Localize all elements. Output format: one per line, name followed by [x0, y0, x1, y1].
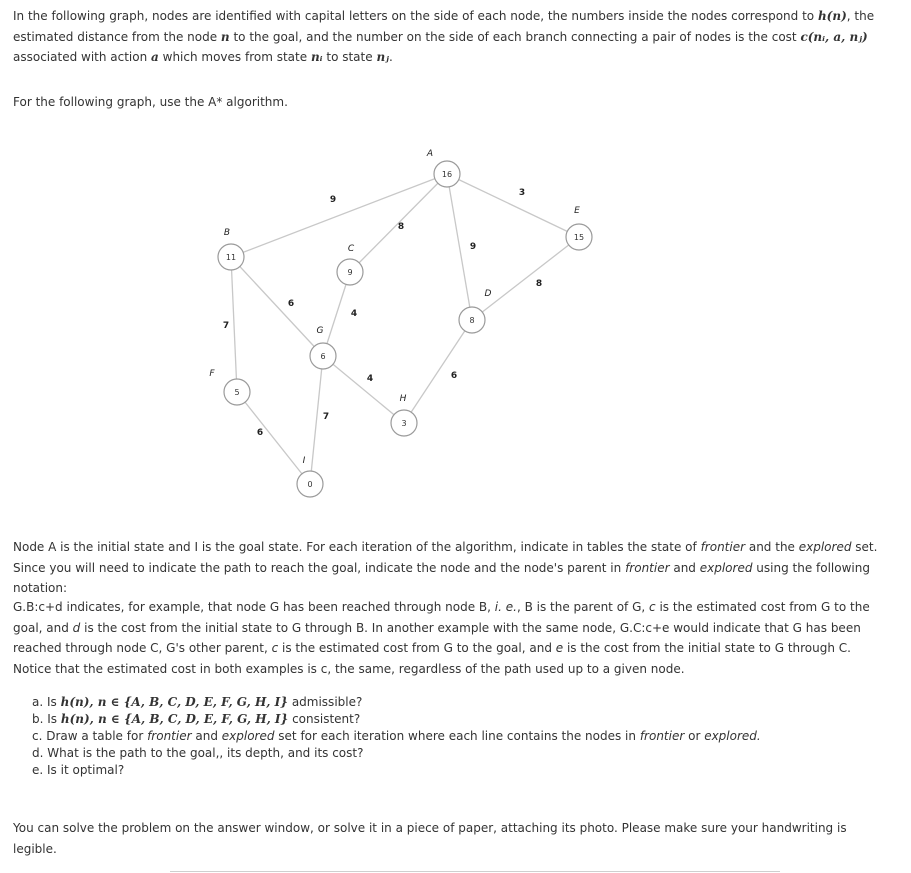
- intro-text: to state: [322, 50, 377, 64]
- explored-term: explored: [221, 729, 275, 743]
- question-a: [32, 694, 761, 711]
- statement-text: using the following notation:: [13, 560, 870, 595]
- intro-text: which moves from state: [158, 50, 311, 64]
- node-symbol: n: [220, 29, 230, 44]
- edge-d-h: [404, 320, 472, 423]
- edge-e-d: [469, 237, 579, 320]
- question-text: consistent?: [288, 712, 361, 726]
- edge-cost-a-b: 9: [329, 195, 337, 205]
- notation-text: is the estimated cost from G to the goal, and: [13, 600, 870, 635]
- notation-example: G.B:c+d: [13, 600, 63, 614]
- state-i-symbol: nᵢ: [310, 50, 323, 64]
- edge-cost-a-c: 8: [397, 222, 405, 232]
- state-j-symbol: nⱼ: [376, 50, 389, 64]
- node-heuristic-h: 3: [401, 419, 407, 428]
- notation-text: is the cost from the initial state to G through B. In another example with the same node,: [80, 620, 620, 635]
- edge-cost-b-g: 6: [287, 299, 295, 309]
- problem-statement: [13, 537, 893, 599]
- notation-example: G.C:c+e: [619, 620, 670, 635]
- closing-note: You can solve the problem on the answer window, or solve it in a piece of paper, attaching its photo. Please make sure your handwriting is legible.: [13, 821, 847, 856]
- edge-g-i: [310, 356, 323, 484]
- node-label-c: C: [347, 244, 355, 254]
- frontier-term: frontier: [625, 560, 670, 575]
- edge-cost-a-e: 3: [518, 188, 526, 198]
- node-heuristic-d: 8: [469, 316, 475, 325]
- node-label-i: I: [302, 456, 306, 466]
- node-heuristic-b: 11: [225, 253, 237, 262]
- statement-text: and: [669, 560, 700, 575]
- notation-variable: c: [271, 641, 279, 655]
- intro-text: associated with action: [13, 50, 152, 64]
- question-text: c. Draw a table for: [32, 729, 148, 743]
- graph-canvas: [17, 111, 875, 531]
- question-c: [32, 728, 761, 745]
- edge-cost-d-h: 6: [450, 371, 458, 381]
- notation-text: i. e.: [494, 600, 517, 614]
- frontier-term: frontier: [147, 729, 192, 743]
- node-label-g: G: [316, 326, 324, 336]
- question-text: b. Is: [32, 712, 61, 726]
- node-label-d: D: [484, 289, 492, 299]
- notation-text: indicates, for example, that node G has been reached through node B,: [62, 600, 495, 614]
- question-text: and: [191, 729, 222, 743]
- statement-text: Node A is the initial state and I is the goal state. For each iteration of the algorithm, indicate in tables the state of: [13, 540, 701, 554]
- question-d: d. What is the path to the goal,, its depth, and its cost?: [32, 746, 364, 760]
- notation-text: would indicate that G has been reached through node C, G's other parent,: [13, 620, 861, 655]
- node-label-h: H: [399, 394, 407, 404]
- frontier-term: frontier: [639, 729, 685, 743]
- edge-cost-a-d: 9: [469, 242, 477, 252]
- edge-a-b: [231, 174, 447, 257]
- question-text: or: [684, 729, 705, 743]
- node-heuristic-c: 9: [347, 268, 353, 277]
- edge-cost-b-f: 7: [222, 321, 230, 331]
- question-math: h(n), n ∈ {A, B, C, D, E, F, G, H, I}: [60, 695, 288, 709]
- node-label-e: E: [574, 206, 580, 216]
- question-text: admissible?: [288, 695, 363, 709]
- problem-intro: [13, 6, 893, 68]
- intro-text: In the following graph, nodes are identified with capital letters on the side of each node, the numbers inside the nodes correspond to: [13, 9, 818, 23]
- notation-explanation: [13, 597, 893, 679]
- edge-f-i: [237, 392, 310, 484]
- notation-text: is the cost from the initial state to G through C. Notice that the estimated cost in both examples is c, the same, regardless of the path used up to a given node.: [13, 641, 851, 676]
- intro-text: .: [388, 50, 393, 64]
- statement-text: and the: [745, 540, 799, 554]
- notation-text: is the estimated cost from G to the goal, and: [278, 641, 556, 655]
- explored-term: explored: [699, 560, 753, 575]
- edge-cost-e-d: 8: [535, 279, 543, 289]
- question-b: [32, 711, 761, 728]
- edge-a-d: [447, 174, 472, 320]
- graph-figure: [17, 111, 875, 531]
- node-label-f: F: [209, 369, 215, 379]
- question-text: a. Is: [32, 695, 61, 709]
- edge-b-g: [231, 257, 323, 356]
- explored-term: explored.: [704, 729, 761, 743]
- instruction-text: For the following graph, use the A* algorithm.: [13, 95, 288, 109]
- frontier-term: frontier: [700, 540, 746, 554]
- notation-variable: d: [72, 620, 81, 635]
- node-label-a: A: [426, 149, 434, 159]
- notation-variable: e: [555, 641, 564, 655]
- question-list: [32, 694, 761, 779]
- question-text: set for each iteration where each line contains the nodes in: [274, 729, 640, 743]
- answer-divider: [170, 871, 780, 872]
- node-label-b: B: [223, 228, 231, 238]
- notation-text: , B is the parent of G,: [516, 600, 650, 614]
- edge-cost-c-g: 4: [350, 309, 358, 319]
- node-heuristic-g: 6: [320, 352, 326, 361]
- statement-text: set. Since you will need to indicate the path to reach the goal, indicate the node and the node's parent in: [13, 540, 878, 575]
- node-heuristic-a: 16: [441, 170, 453, 179]
- intro-text: to the goal, and the number on the side of each branch connecting a pair of nodes is the cost: [229, 29, 801, 44]
- notation-variable: c: [649, 600, 656, 614]
- edge-cost-f-i: 6: [256, 428, 264, 438]
- question-math: h(n), n ∈ {A, B, C, D, E, F, G, H, I}: [60, 712, 289, 726]
- edge-b-f: [231, 257, 237, 392]
- edge-a-e: [447, 174, 579, 237]
- intro-text: , the estimated distance from the node: [13, 9, 875, 44]
- cost-function-symbol: c(nᵢ, a, nⱼ): [800, 29, 868, 44]
- node-heuristic-e: 15: [573, 233, 585, 242]
- edge-g-h: [323, 356, 404, 423]
- heuristic-symbol: h(n): [817, 9, 847, 23]
- explored-term: explored: [798, 540, 852, 554]
- edge-cost-g-h: 4: [366, 374, 374, 384]
- node-heuristic-i: 0: [307, 480, 313, 489]
- action-symbol: a: [151, 50, 159, 64]
- edge-cost-g-i: 7: [322, 412, 330, 422]
- node-heuristic-f: 5: [234, 388, 240, 397]
- question-e: e. Is it optimal?: [32, 763, 125, 777]
